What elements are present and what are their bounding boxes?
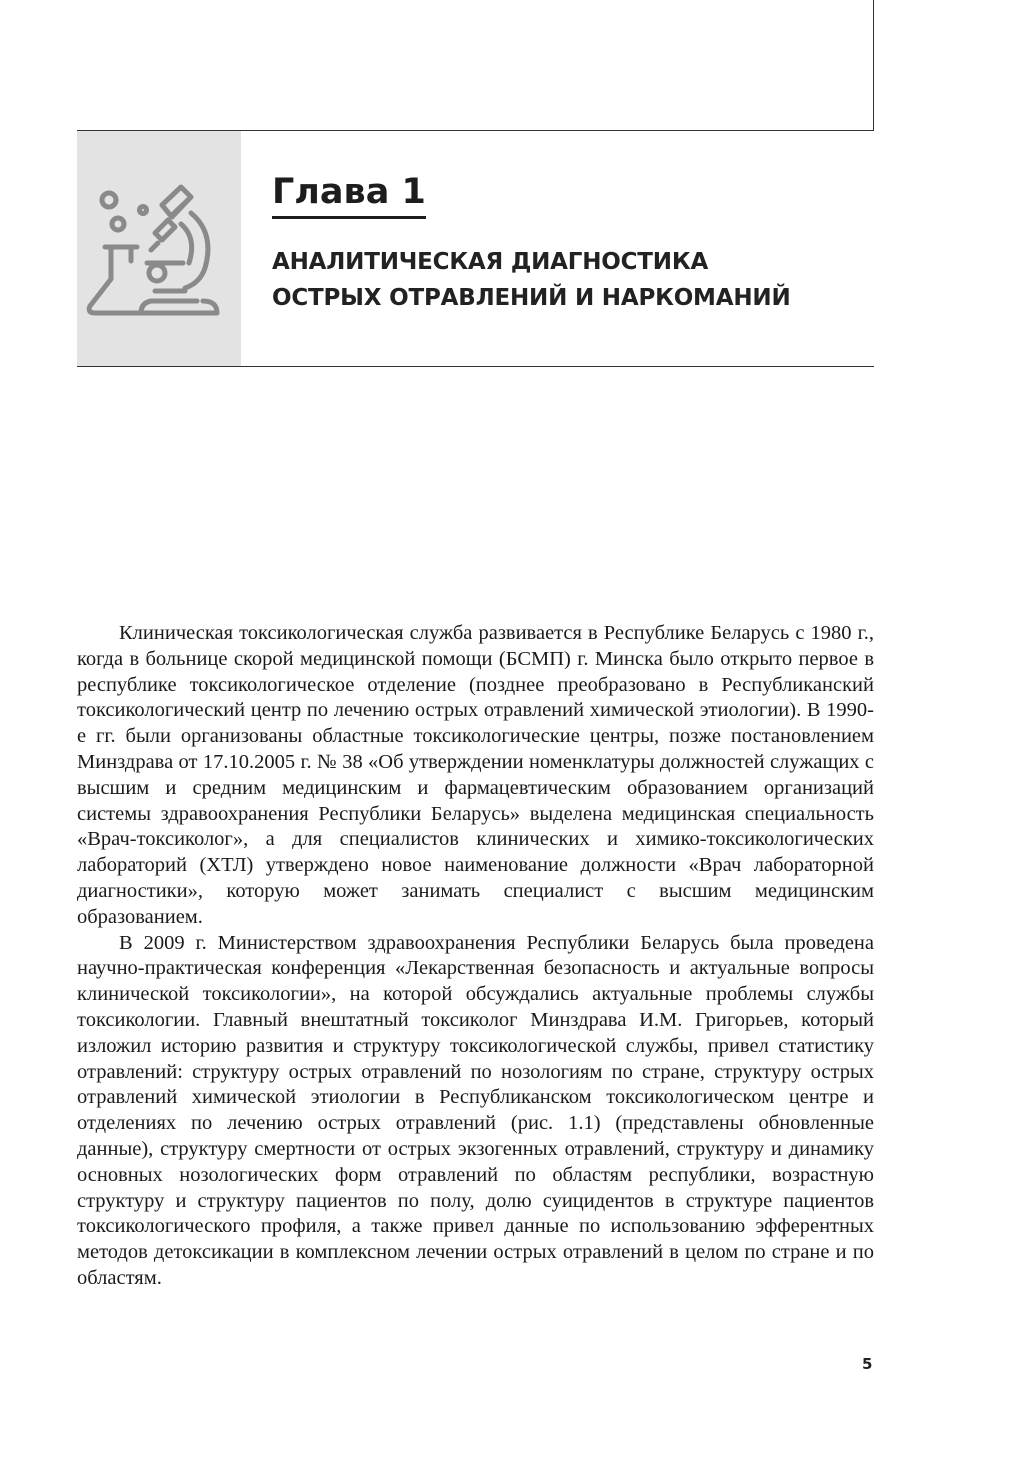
chapter-number: Глава 1 — [272, 168, 426, 219]
chapter-title — [272, 244, 862, 316]
header-bottom-rule — [77, 366, 874, 367]
chapter-title-line-1: АНАЛИТИЧЕСКАЯ ДИАГНОСТИКА — [272, 249, 709, 275]
chapter-icon-box — [77, 131, 241, 366]
paragraph: В 2009 г. Министерством здравоохранения Республики Беларусь была проведена научно-практическая конференция «Лекарственная безопасность и актуальные вопросы клинической токсикологии», на которой обсуждались актуальные проблемы службы токсикологии. Главный внештатный токсиколог Минздрава И.М. Григорьев, который изложил историю развития и структуру токсикологической службы, привел статистику отравлений: структуру острых отравлений по нозологиям по стране, структуру острых отравлений химической этиологии в Республиканском токсикологическом центре и отделениях по лечению острых отравлений (рис. 1.1) (представлены обновленные данные), структуру смертности от острых экзогенных отравлений, структуру и динамику основных нозологических форм отравлений по областям республики, возрастную структуру и структуру пациентов по полу, долю суицидентов в структуре пациентов токсикологического профиля, а также привел данные по использованию эфферентных методов детоксикации в комплексном лечении острых отравлений в целом по стране и по областям. — [77, 931, 874, 1289]
body-text — [77, 621, 874, 1292]
microscope-flask-icon — [85, 183, 230, 318]
page-number: 5 — [862, 1355, 873, 1373]
chapter-title-line-2: ОСТРЫХ ОТРАВЛЕНИЙ И НАРКОМАНИЙ — [272, 285, 791, 311]
paragraph: Клиническая токсикологическая служба развивается в Республике Беларусь с 1980 г., когда в больнице скорой медицинской помощи (БСМП) г. Минска было открыто первое в республике токсикологическое отделение (позднее преобразовано в Республиканский токсикологический центр по лечению острых отравлений химической этиологии). В 1990-е гг. были организованы областные токсикологические центры, позже постановлением Минздрава от 17.10.2005 г. № 38 «Об утверждении номенклатуры должностей служащих с высшим и средним медицинским и фармацевтическим образованием организаций системы здравоохранения Республики Беларусь» выделена медицинская специальность «Врач-токсиколог», а для специалистов клинических и химико-токсикологических лабораторий (ХТЛ) утверждено новое наименование должности «Врач лабораторной диагностики», которую может занимать специалист с высшим медицинским образованием. — [77, 622, 874, 928]
vertical-rule — [873, 0, 874, 131]
